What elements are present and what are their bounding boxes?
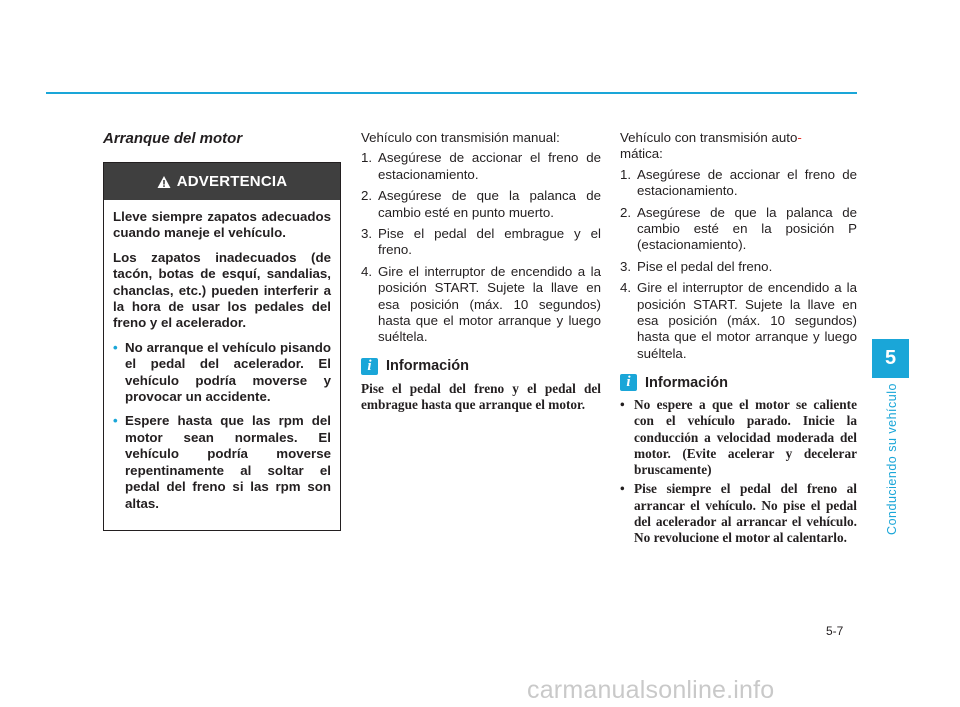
warning-bullet-list [113,340,331,512]
warning-box [103,162,341,531]
automatic-transmission-section [620,130,857,362]
bullet-dot-icon: • [113,413,118,429]
warning-paragraph: Lleve siempre zapatos adecuados cuando maneje el vehículo. [113,209,331,241]
chapter-label: Conduciendo su vehículo [885,383,899,535]
bullet-dot-icon: • [113,339,118,355]
left-column [103,130,341,531]
watermark: carmanualsonline.info [527,676,775,704]
chapter-number-tab[interactable]: 5 [872,339,909,378]
info-body: Pise el pedal del freno y el pedal del embrague hasta que arranque el motor. [361,380,601,413]
manual-steps [361,150,601,345]
warning-body [104,200,340,530]
step-item: 2. Asegúrese de que la palanca de cambio esté en punto muerto. [361,188,601,220]
right-column [620,130,857,549]
manual-transmission-section [361,130,601,346]
middle-column [361,130,601,413]
page-number: 5-7 [826,624,844,638]
warning-triangle-icon [157,175,171,189]
header-rule [46,92,857,94]
info-header [361,358,601,375]
info-icon: i [620,374,637,391]
warning-heading: ADVERTENCIA [176,173,288,190]
step-item: 2. Asegúrese de que la palanca de cambio esté en la posición P (estacionamiento). [620,204,857,253]
bullet-dot-icon: • [620,397,625,413]
bullet-dot-icon: • [620,481,625,497]
automatic-steps [620,167,857,362]
info-bullet: • Pise siempre el pedal del freno al arrancar el vehículo. No pise el pedal del acelerador al arrancar el vehículo. No revolucione el motor al calentarlo. [620,481,857,545]
warning-header [104,163,340,200]
step-item: 4. Gire el interruptor de encendido a la posición START. Sujete la llave en esa posición (máx. 10 segundos) hasta que el motor arranque y luego suéltela. [361,263,601,345]
info-header [620,374,857,391]
info-heading: Información [645,374,728,391]
step-item: 1. Asegúrese de accionar el freno de estacionamiento. [361,150,601,182]
info-icon: i [361,358,378,375]
warning-bullet: • No arranque el vehículo pisando el pedal del acelerador. El vehículo podría moverse y provocar un accidente. [113,339,331,405]
warning-bullet: • Espere hasta que las rpm del motor sean normales. El vehículo podría moverse repentinamente al soltar el pedal del freno si las rpm son altas. [113,413,331,511]
step-item: 1. Asegúrese de accionar el freno de estacionamiento. [620,166,857,199]
info-bullet-list [620,397,857,546]
step-item: 3. Pise el pedal del freno. [620,258,773,274]
warning-paragraph: Los zapatos inadecuados (de tacón, botas de esquí, sandalias, chanclas, etc.) pueden interferir a la hora de usar los pedales del freno y el acelerador. [113,249,331,331]
info-heading: Información [386,358,469,375]
automatic-intro: Vehículo con transmisión auto- mática: [620,130,802,162]
info-body [620,397,857,546]
step-item: 4. Gire el interruptor de encendido a la posición START. Sujete la llave en esa posición (máx. 10 segundos) hasta que el motor arranque y luego suéltela. [620,280,857,361]
section-title: Arranque del motor [103,130,243,147]
manual-intro: Vehículo con transmisión manual: [361,130,560,145]
info-bullet: • No espere a que el motor se caliente con el vehículo parado. Inicie la conducción a velocidad moderada del motor. (Evite acelerar y decelerar bruscamente) [620,397,857,478]
step-item: 3. Pise el pedal del embrague y el freno. [361,226,601,258]
